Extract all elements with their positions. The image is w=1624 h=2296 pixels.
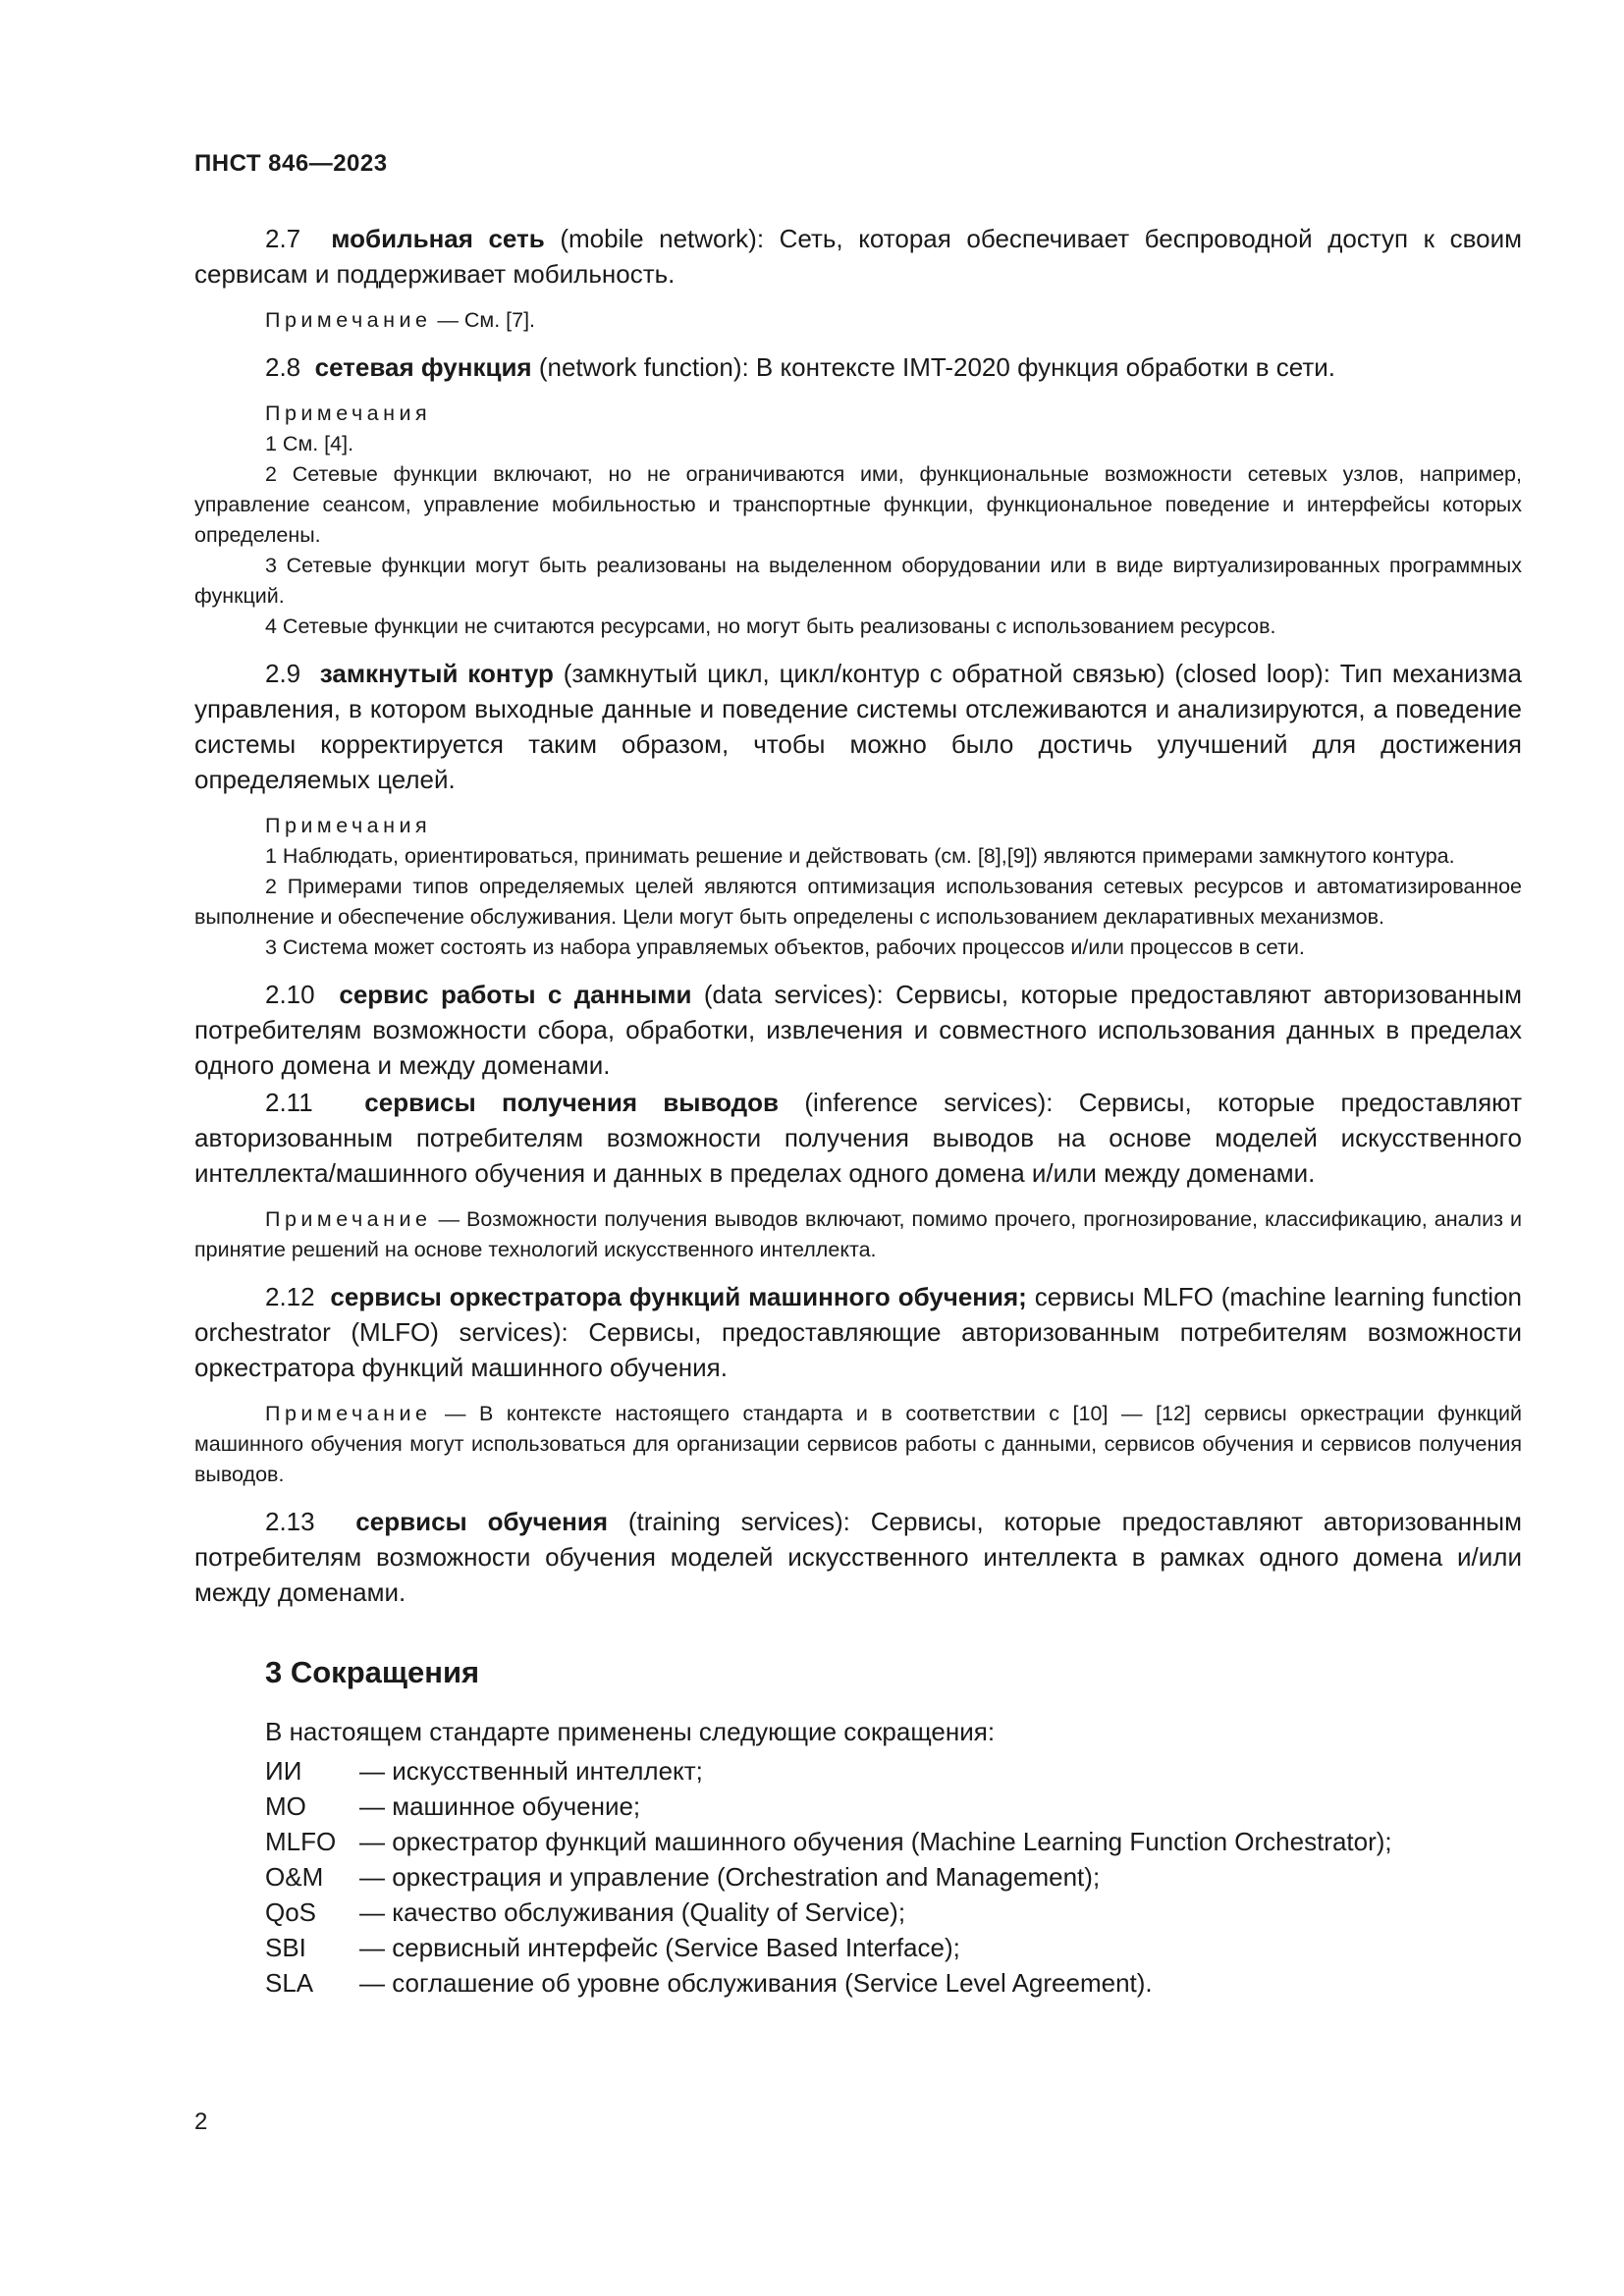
- abbreviation-code: SBI: [265, 1933, 306, 1962]
- term-definition: сервисы MLFO (machine learning function orchestrator (MLFO) services): Сервисы, предоставляющие авторизованным потребителям возможности оркестратора функций машинного обучения.: [194, 1282, 1523, 1382]
- abbreviation-code: МО: [265, 1791, 306, 1821]
- term-2-11: [194, 1085, 1522, 1191]
- note-item: 4 Сетевые функции не считаются ресурсами, но могут быть реализованы с использованием ресурсов.: [265, 614, 1276, 638]
- term-2-7: [194, 221, 1522, 292]
- term-definition: (data services): Сервисы, которые предоставляют авторизованным потребителям возможности сбора, обработки, извлечения и совместного использования данных в пределах одного домена и между доменами.: [194, 980, 1522, 1080]
- abbreviation-meaning: — сервисный интерфейс (Service Based Interface);: [359, 1933, 960, 1962]
- term-name: сервис работы с данными: [339, 980, 692, 1009]
- abbreviation-meaning: — искусственный интеллект;: [359, 1756, 703, 1786]
- note-item: 3 Система может состоять из набора управляемых объектов, рабочих процессов и/или процессов в сети.: [265, 935, 1305, 959]
- abbreviation-row: [194, 1859, 1522, 1895]
- page-number: 2: [194, 2109, 208, 2135]
- term-number: 2.10: [265, 980, 315, 1009]
- term-number: 2.7: [265, 224, 301, 253]
- note: [194, 1399, 1522, 1490]
- document-body: [194, 221, 1522, 2001]
- term-name: сервисы обучения: [355, 1507, 609, 1536]
- abbreviation-list: [194, 1753, 1522, 2001]
- note-item: 2 Примерами типов определяемых целей являются оптимизация использования сетевых ресурсов и автоматизированное выполнение и обеспечение обслуживания. Цели могут быть определены с использованием декларативных механизмов.: [194, 875, 1522, 929]
- term-2-9: [194, 656, 1522, 797]
- abbreviation-meaning: — качество обслуживания (Quality of Service);: [359, 1897, 906, 1927]
- term-name: замкнутый контур: [319, 659, 554, 688]
- term-number: 2.8: [265, 352, 301, 382]
- term-definition: (inference services): Сервисы, которые предоставляют авторизованным потребителям возможности получения выводов на основе моделей искусственного интеллекта/машинного обучения и данных в пределах одного домена и/или между доменами.: [194, 1088, 1522, 1188]
- term-definition: (mobile network): Сеть, которая обеспечивает беспроводной доступ к своим сервисам и поддерживает мобильность.: [194, 224, 1522, 289]
- abbreviation-code: QoS: [265, 1897, 317, 1927]
- abbreviation-code: ИИ: [265, 1756, 302, 1786]
- term-2-13: [194, 1504, 1522, 1610]
- abbreviation-row: [194, 1895, 1522, 1930]
- term-definition: (замкнутый цикл, цикл/контур с обратной связью) (closed loop): Тип механизма управления, в котором выходные данные и поведение системы отслеживаются и анализируются, а поведение системы корректируется таким образом, чтобы можно было достичь улучшений для достижения определяемых целей.: [194, 659, 1522, 794]
- term-definition: (training services): Сервисы, которые предоставляют авторизованным потребителям возможности обучения моделей искусственного интеллекта в рамках одного домена и/или между доменами.: [194, 1507, 1522, 1607]
- term-name: сервисы оркестратора функций машинного обучения;: [330, 1282, 1027, 1311]
- term-number: 2.11: [265, 1088, 313, 1117]
- note-item: 1 См. [4].: [265, 432, 354, 455]
- abbreviation-row: [194, 1753, 1522, 1789]
- notes: [194, 399, 1522, 642]
- note: [194, 1204, 1522, 1265]
- note-item: 1 Наблюдать, ориентироваться, принимать решение и действовать (см. [8],[9]) являются примерами замкнутого контура.: [265, 844, 1455, 868]
- term-name: сетевая функция: [314, 352, 532, 382]
- abbreviation-row: [194, 1965, 1522, 2001]
- note-title: Примечание: [265, 1207, 432, 1231]
- term-2-8: [194, 349, 1522, 385]
- term-name: сервисы получения выводов: [364, 1088, 780, 1117]
- note-item: 2 Сетевые функции включают, но не ограничиваются ими, функциональные возможности сетевых узлов, например, управление сеансом, управление мобильностью и транспортные функции, функциональное поведение и интерфейсы которых определены.: [194, 462, 1522, 547]
- document-header: ПНСТ 846—2023: [194, 150, 388, 177]
- abbreviation-row: [194, 1789, 1522, 1824]
- term-definition: (network function): В контексте IMT-2020 функция обработки в сети.: [531, 352, 1335, 382]
- abbreviation-row: [194, 1930, 1522, 1965]
- note-item: 3 Сетевые функции могут быть реализованы на выделенном оборудовании или в виде виртуализированных программных функций.: [194, 554, 1522, 608]
- notes-title: Примечания: [265, 814, 432, 837]
- section-intro: В настоящем стандарте применены следующие сокращения:: [265, 1717, 996, 1746]
- abbreviation-row: [194, 1824, 1522, 1859]
- note-text: — Возможности получения выводов включают, помимо прочего, прогнозирование, классификацию, анализ и принятие решений на основе технологий искусственного интеллекта.: [194, 1207, 1522, 1261]
- section-title: 3 Сокращения: [265, 1655, 480, 1689]
- notes-title: Примечания: [265, 401, 432, 425]
- abbreviation-meaning: — машинное обучение;: [359, 1791, 641, 1821]
- note-title: Примечание: [265, 1402, 432, 1425]
- term-number: 2.9: [265, 659, 301, 688]
- term-2-12: [194, 1279, 1522, 1385]
- abbreviation-meaning: — соглашение об уровне обслуживания (Service Level Agreement).: [359, 1968, 1153, 1998]
- abbreviation-code: MLFO: [265, 1827, 337, 1856]
- notes: [194, 811, 1522, 963]
- abbreviation-code: O&M: [265, 1862, 324, 1892]
- note-text: — В контексте настоящего стандарта и в соответствии с [10] — [12] сервисы оркестрации функций машинного обучения могут использоваться для организации сервисов работы с данными, сервисов обучения и сервисов получения выводов.: [194, 1402, 1522, 1486]
- abbreviation-code: SLA: [265, 1968, 314, 1998]
- term-name: мобильная сеть: [331, 224, 545, 253]
- note-text: — См. [7].: [431, 308, 536, 332]
- note: [194, 305, 1522, 336]
- note-title: Примечание: [265, 308, 432, 332]
- term-2-10: [194, 977, 1522, 1083]
- abbreviation-meaning: — оркестрация и управление (Orchestration and Management);: [359, 1862, 1101, 1892]
- abbreviation-meaning: — оркестратор функций машинного обучения (Machine Learning Function Orchestrator);: [359, 1827, 1392, 1856]
- term-number: 2.13: [265, 1507, 315, 1536]
- term-number: 2.12: [265, 1282, 315, 1311]
